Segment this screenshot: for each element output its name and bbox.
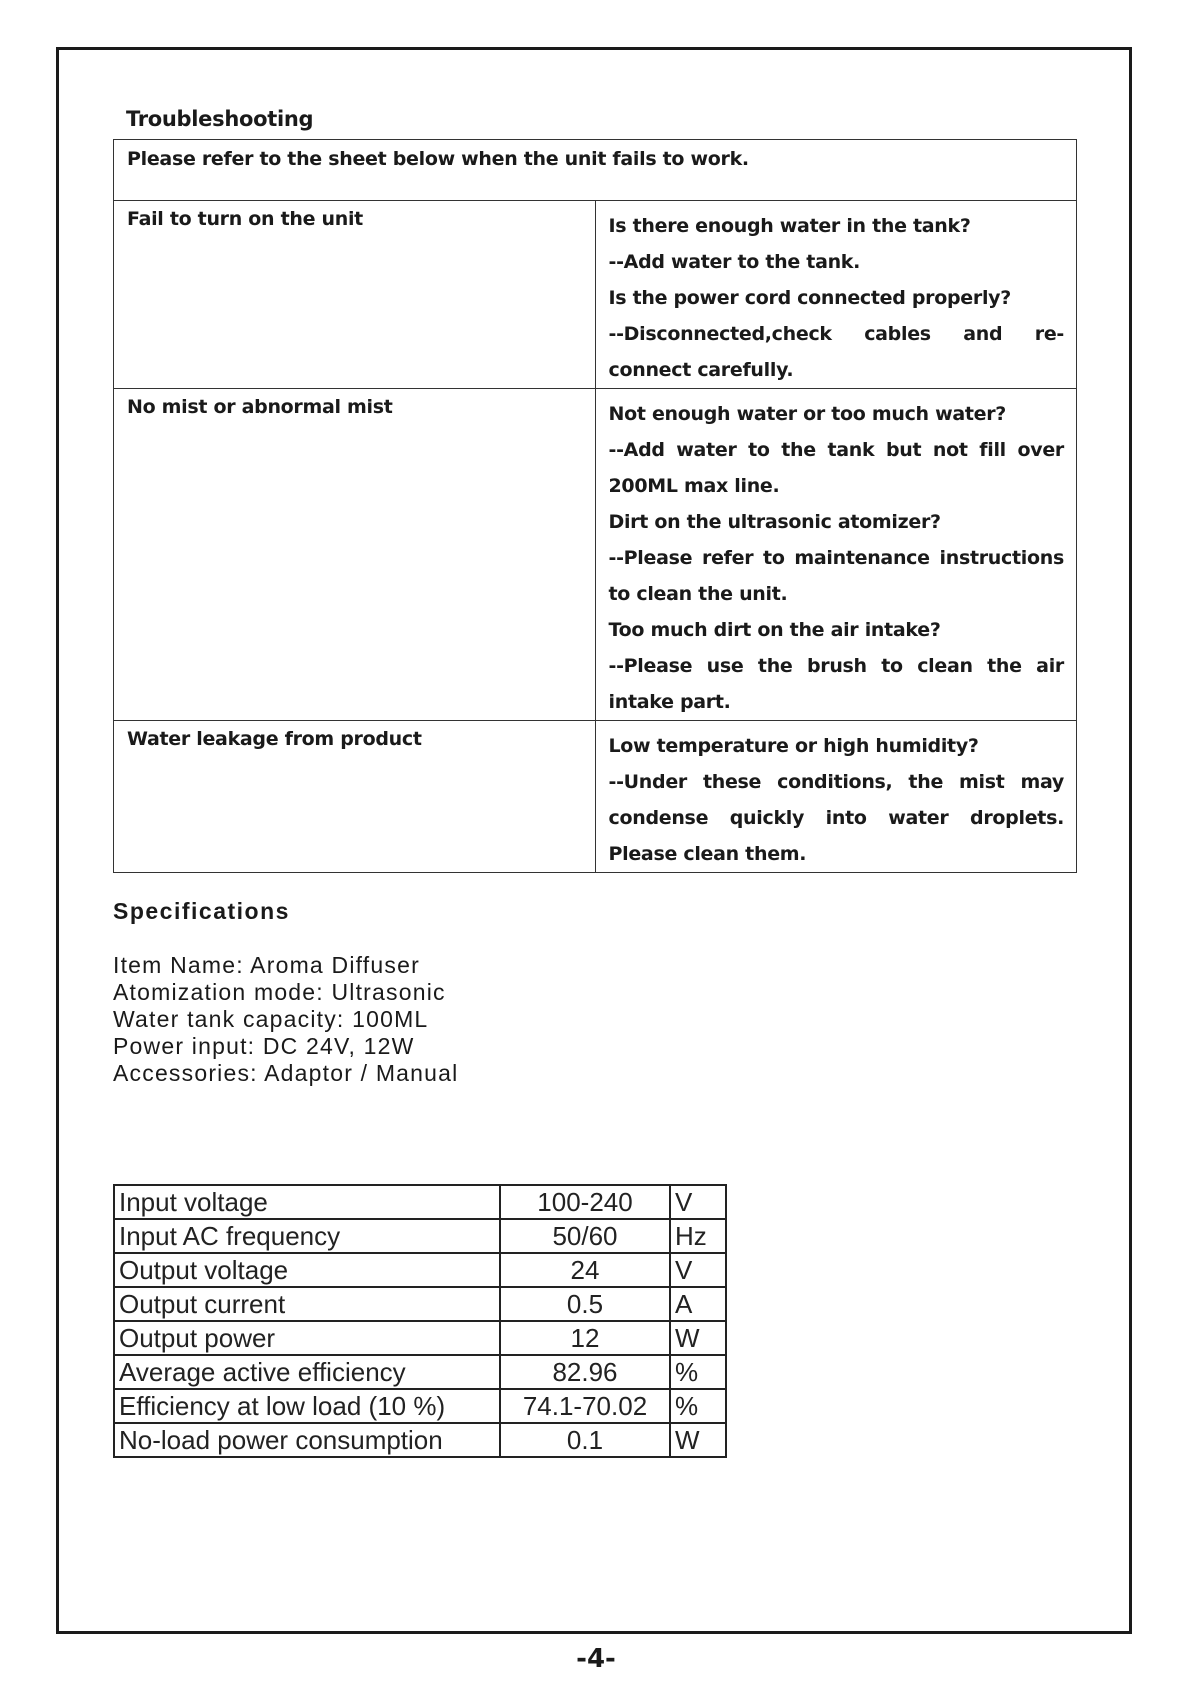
value-cell: 12: [500, 1321, 670, 1355]
unit-cell: %: [670, 1389, 726, 1423]
param-cell: Output current: [114, 1287, 500, 1321]
unit-cell: V: [670, 1253, 726, 1287]
troubleshooting-row: [114, 389, 1077, 721]
param-cell: Output voltage: [114, 1253, 500, 1287]
table-row: [114, 1219, 726, 1253]
unit-cell: Hz: [670, 1219, 726, 1253]
specifications-heading: Specifications: [113, 898, 290, 924]
table-row: [114, 1423, 726, 1457]
param-cell: Efficiency at low load (10 %): [114, 1389, 500, 1423]
unit-cell: W: [670, 1321, 726, 1355]
solution-line: Is the power cord connected properly?: [608, 287, 1011, 309]
unit-cell: A: [670, 1287, 726, 1321]
value-cell: 100-240: [500, 1185, 670, 1219]
troubleshooting-row: [114, 721, 1077, 873]
spec-item: Water tank capacity: 100ML: [113, 1006, 429, 1032]
value-cell: 74.1-70.02: [500, 1389, 670, 1423]
param-cell: Input AC frequency: [114, 1219, 500, 1253]
page-number: -4-: [576, 1644, 616, 1674]
solution-line: Dirt on the ultrasonic atomizer?: [608, 511, 941, 533]
troubleshooting-table: [113, 139, 1077, 873]
solution-line: Not enough water or too much water?: [608, 403, 1007, 425]
table-row: [114, 1287, 726, 1321]
unit-cell: W: [670, 1423, 726, 1457]
solution-cell: [595, 389, 1077, 721]
param-cell: Output power: [114, 1321, 500, 1355]
value-cell: 0.5: [500, 1287, 670, 1321]
solution-cell: [595, 201, 1077, 389]
param-cell: Input voltage: [114, 1185, 500, 1219]
table-row: [114, 1253, 726, 1287]
solution-line: --Disconnected,check cables and re-connect carefully.: [608, 323, 1064, 381]
table-row: [114, 1389, 726, 1423]
value-cell: 50/60: [500, 1219, 670, 1253]
param-cell: Average active efficiency: [114, 1355, 500, 1389]
solution-line: --Please use the brush to clean the air intake part.: [608, 655, 1064, 713]
spec-item: Accessories: Adaptor / Manual: [113, 1060, 459, 1086]
table-row: [114, 1185, 726, 1219]
solution-line: --Please refer to maintenance instructions to clean the unit.: [608, 547, 1064, 605]
solution-line: Low temperature or high humidity?: [608, 735, 979, 757]
troubleshooting-row: [114, 201, 1077, 389]
param-cell: No-load power consumption: [114, 1423, 500, 1457]
troubleshooting-heading: Troubleshooting: [126, 107, 314, 131]
solution-line: Is there enough water in the tank?: [608, 215, 971, 237]
troubleshooting-intro-row: [114, 140, 1077, 201]
spec-item: Item Name: Aroma Diffuser: [113, 952, 420, 978]
solution-cell: [595, 721, 1077, 873]
problem-cell: Fail to turn on the unit: [114, 201, 596, 389]
electrical-specs-table: [113, 1184, 727, 1458]
unit-cell: %: [670, 1355, 726, 1389]
value-cell: 24: [500, 1253, 670, 1287]
value-cell: 82.96: [500, 1355, 670, 1389]
troubleshooting-intro: Please refer to the sheet below when the unit fails to work.: [114, 140, 1077, 201]
solution-line: --Under these conditions, the mist may condense quickly into water droplets. Please clean them.: [608, 771, 1064, 865]
table-row: [114, 1321, 726, 1355]
problem-cell: No mist or abnormal mist: [114, 389, 596, 721]
solution-line: --Add water to the tank.: [608, 251, 861, 273]
unit-cell: V: [670, 1185, 726, 1219]
table-row: [114, 1355, 726, 1389]
solution-line: --Add water to the tank but not fill over 200ML max line.: [608, 439, 1064, 497]
specifications-list: [113, 952, 458, 1087]
value-cell: 0.1: [500, 1423, 670, 1457]
solution-line: Too much dirt on the air intake?: [608, 619, 941, 641]
spec-item: Atomization mode: Ultrasonic: [113, 979, 446, 1005]
problem-cell: Water leakage from product: [114, 721, 596, 873]
spec-item: Power input: DC 24V, 12W: [113, 1033, 415, 1059]
